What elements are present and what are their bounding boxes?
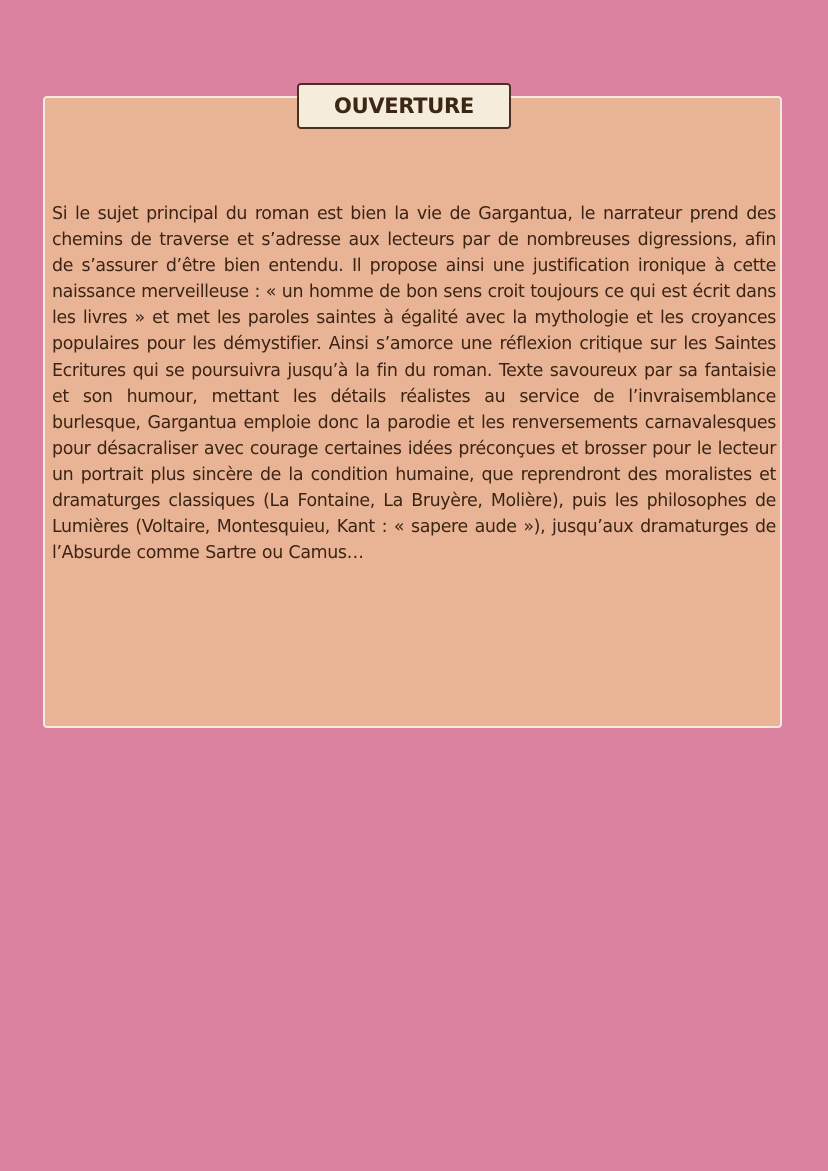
body-paragraph: Si le sujet principal du roman est bien la vie de Gargantua, le narrateur prend des chemins de traverse et s’adresse aux lecteurs par de nombreuses digressions, afin de s’assurer d’être bien entendu. Il propose ainsi une justification ironique à cette naissance merveilleuse : « un homme de bon sens croit toujours ce qui est écrit dans les livres » et met les paroles saintes à égalité avec la mythologie et les croyances populaires pour les démystifier. Ainsi s’amorce une réflexion critique sur les Saintes Ecritures qui se poursuivra jusqu’à la fin du roman. Texte savoureux par sa fantaisie et son humour, mettant les détails réalistes au service de l’invraisemblance burlesque, Gargantua emploie donc la parodie et les renversements carnavalesques pour désacraliser avec courage certaines idées préconçues et brosser pour le lecteur un portrait plus sincère de la condition humaine, que reprendront des moralistes et dramaturges classiques (La Fontaine, La Bruyère, Molière), puis les philosophes de Lumières (Voltaire, Montesquieu, Kant : « sapere aude »), jusqu’aux dramaturges de l’Absurde comme Sartre ou Camus… bbox=[52, 204, 776, 564]
section-title: OUVERTURE bbox=[297, 83, 511, 129]
